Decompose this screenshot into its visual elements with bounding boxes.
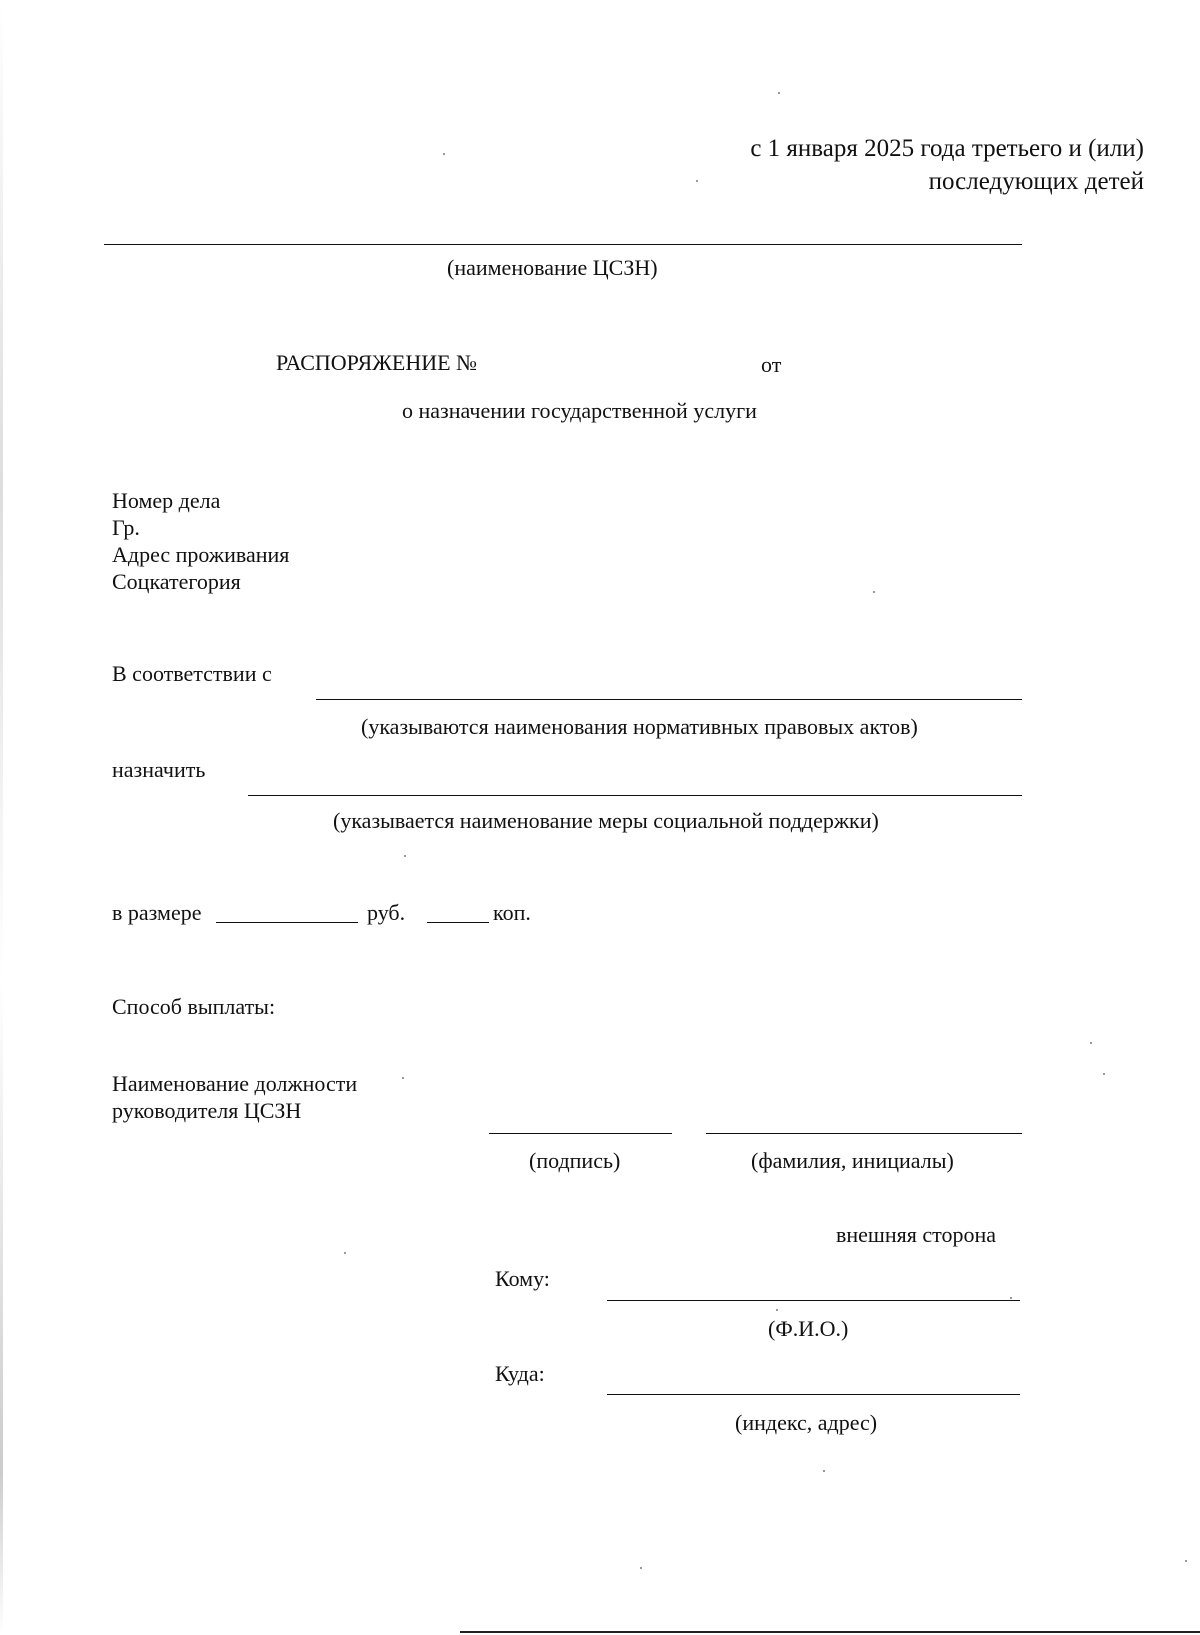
scan-speck (344, 1252, 346, 1254)
amount-kop-line (427, 922, 489, 923)
assign-label: назначить (112, 757, 206, 782)
amount-rub-label: руб. (367, 900, 406, 925)
basis-caption: (указываются наименования нормативных правовых актов) (361, 714, 918, 739)
citizen-label: Гр. (112, 515, 140, 540)
scan-speck (402, 1077, 404, 1079)
scan-speck (778, 92, 780, 94)
order-subject: о назначении государственной услуги (402, 398, 757, 423)
amount-rub-line (216, 922, 358, 923)
scan-speck (823, 1470, 825, 1472)
name-caption: (фамилия, инициалы) (751, 1148, 954, 1173)
signature-caption: (подпись) (529, 1148, 621, 1173)
assign-caption: (указывается наименование меры социальной поддержки) (333, 808, 879, 833)
recipient-line (607, 1300, 1020, 1301)
scan-speck (443, 153, 445, 155)
address-to-label: Куда: (495, 1361, 545, 1386)
order-title: РАСПОРЯЖЕНИЕ № (276, 350, 478, 375)
scan-speck (873, 591, 875, 593)
org-name-line (104, 244, 1022, 245)
header-line-1: с 1 января 2025 года третьего и (или) (750, 135, 1144, 162)
scan-speck (696, 180, 698, 182)
scan-speck (1185, 1560, 1187, 1562)
header-line-2: последующих детей (928, 168, 1144, 195)
basis-label: В соответствии с (112, 661, 272, 686)
scan-speck (1103, 1073, 1105, 1075)
scan-edge-left (0, 0, 3, 1635)
envelope-title: внешняя сторона (836, 1222, 997, 1247)
amount-prefix: в размере (112, 900, 202, 925)
recipient-caption: (Ф.И.О.) (768, 1316, 849, 1341)
org-name-caption: (наименование ЦСЗН) (447, 255, 658, 280)
signatory-position-line-1: Наименование должности (112, 1071, 358, 1096)
recipient-label: Кому: (495, 1266, 550, 1291)
case-number-label: Номер дела (112, 488, 221, 513)
address-to-line (607, 1394, 1020, 1395)
scan-speck (640, 1567, 642, 1569)
scan-speck (776, 1309, 778, 1311)
scan-speck (1090, 1042, 1092, 1044)
category-label: Соцкатегория (112, 569, 241, 594)
scan-speck (404, 855, 406, 857)
payment-method-label: Способ выплаты: (112, 994, 276, 1019)
signature-line (489, 1133, 672, 1134)
basis-line (316, 699, 1022, 700)
signatory-position-line-2: руководителя ЦСЗН (112, 1098, 302, 1123)
assign-line (248, 795, 1022, 796)
name-line (706, 1133, 1022, 1134)
amount-kop-label: коп. (493, 900, 531, 925)
order-date-label: от (761, 352, 782, 377)
address-to-caption: (индекс, адрес) (735, 1410, 878, 1435)
scan-speck (1010, 1297, 1012, 1299)
address-label: Адрес проживания (112, 542, 290, 567)
scan-edge-bottom (460, 1631, 1200, 1633)
